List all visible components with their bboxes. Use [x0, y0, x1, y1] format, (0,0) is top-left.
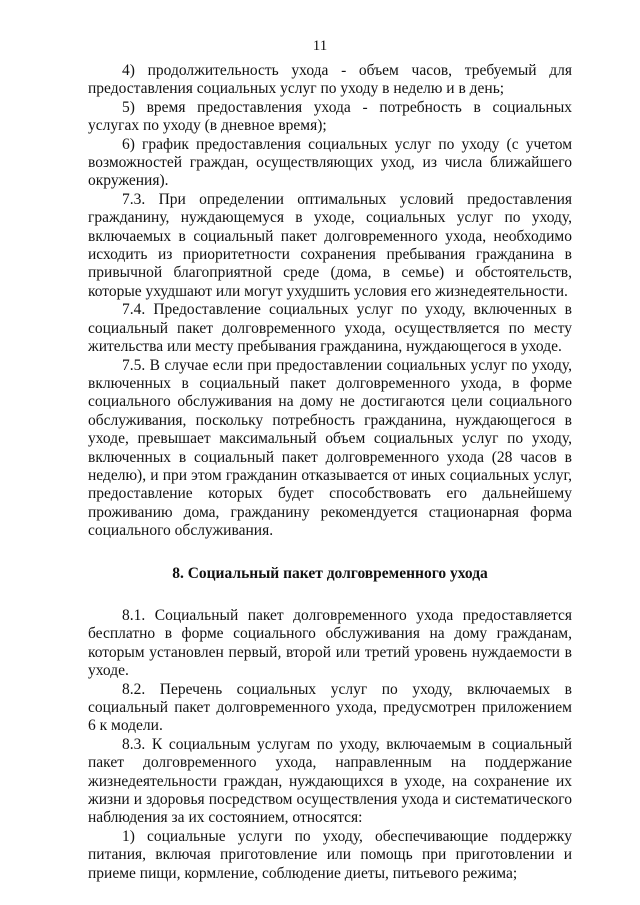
document-body	[88, 62, 572, 883]
paragraph-8-1: 8.1. Социальный пакет долговременного ухода предоставляется бесплатно в форме социального обслуживания на дому гражданам, которым установлен первый, второй или третий уровень нуждаемости в уходе.	[88, 606, 572, 680]
section-heading: 8. Социальный пакет долговременного ухода	[172, 564, 488, 582]
paragraph-8-3: 8.3. К социальным услугам по уходу, включаемым в социальный пакет долговременного ухода, направленным на поддержание жизнедеятельности граждан, нуждающихся в уходе, на сохранение их жизни и здоровья посредством осуществления ухода и систематического наблюдения за их состоянием, относятся:	[88, 735, 572, 827]
paragraph-8-2: 8.2. Перечень социальных услуг по уходу, включаемых в социальный пакет долговременного ухода, предусмотрен приложением 6 к модели.	[88, 680, 572, 735]
paragraph-item-6-schedule: 6) график предоставления социальных услуг по уходу (с учетом возможностей граждан, осуществляющих уход, из числа ближайшего окружения).	[88, 135, 572, 190]
paragraph-item-5-time: 5) время предоставления ухода - потребность в социальных услугах по уходу (в дневное время);	[88, 98, 572, 135]
paragraph-8-3-item-1: 1) социальные услуги по уходу, обеспечивающие поддержку питания, включая приготовление или помощь при приготовлении и приеме пищи, кормление, соблюдение диеты, питьевого режима;	[88, 827, 572, 882]
page-number: 11	[312, 38, 328, 54]
paragraph-7-4: 7.4. Предоставление социальных услуг по уходу, включенных в социальный пакет долговременного ухода, осуществляется по месту жительства или месту пребывания гражданина, нуждающегося в уходе.	[88, 301, 572, 356]
paragraph-7-3: 7.3. При определении оптимальных условий предоставления гражданину, нуждающемуся в уходе, социальных услуг по уходу, включаемых в социальный пакет долговременного ухода, необходимо исходить из приоритетности сохранения пребывания гражданина в привычной благоприятной среде (дома, в семье) и обстоятельств, которые ухудшают или могут ухудшить условия его жизнедеятельности.	[88, 190, 572, 300]
paragraph-item-4-duration: 4) продолжительность ухода - объем часов, требуемый для предоставления социальных услуг по уходу в неделю и в день;	[88, 62, 572, 98]
paragraph-7-5: 7.5. В случае если при предоставлении социальных услуг по уходу, включенных в социальный пакет долговременного ухода, в форме социального обслуживания на дому не достигаются цели социального обслуживания, поскольку потребность гражданина, нуждающегося в уходе, превышает максимальный объем социальных услуг по уходу, включенных в социальный пакет долговременного ухода (28 часов в неделю), и при этом гражданин отказывается от иных социальных услуг, предоставление которых будет способствовать его дальнейшему проживанию дома, гражданину рекомендуется стационарная форма социального обслуживания.	[88, 356, 572, 540]
